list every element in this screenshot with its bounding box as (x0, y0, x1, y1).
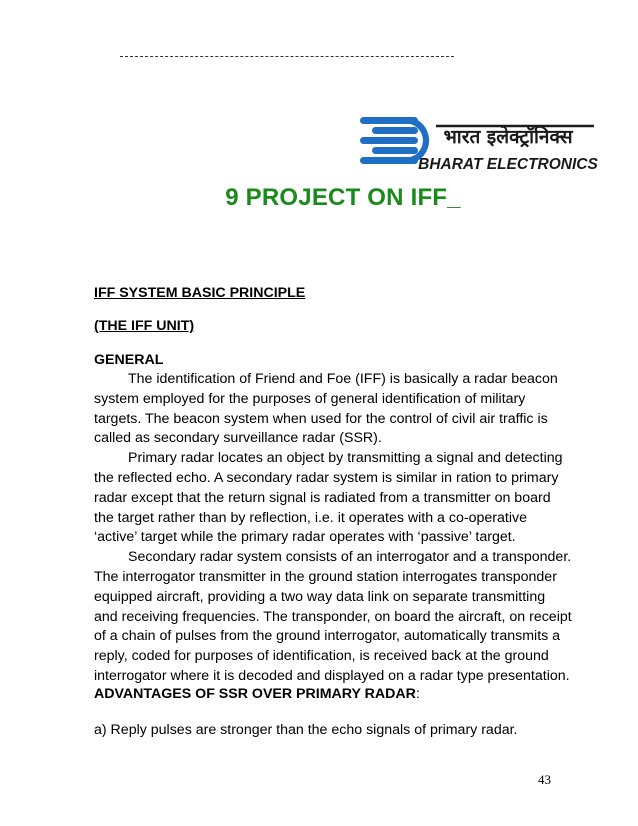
advantages-heading-line (94, 685, 572, 705)
body-text (94, 370, 572, 687)
page-number: 43 (538, 772, 551, 787)
bharat-electronics-logo (358, 113, 603, 179)
sub-heading: (THE IFF UNIT) (94, 318, 195, 334)
logo-hindi-text: भारत इलेक्ट्रॉनिक्स (443, 126, 573, 148)
paragraph-3: Secondary radar system consists of an interrogator and a transponder. The interrogator transmitter in the ground station interrogates transponder equipped aircraft, providing a two way data link on separate transmitting and receiving frequencies. The transponder, on board the aircraft, on receipt of a chain of pulses from the ground interrogator, automatically transmits a reply, coded for purposes of identification, is received back at the ground interrogator where it is decoded and displayed on a radar type presentation. (94, 549, 572, 684)
general-heading: GENERAL (94, 352, 164, 368)
paragraph-1: The identification of Friend and Foe (IFF) is basically a radar beacon system employed for the purposes of general identification of military targets. The beacon system when used for the control of civil air traffic is called as secondary surveillance radar (SSR). (94, 371, 558, 447)
logo-english-text: BHARAT ELECTRONICS (418, 156, 598, 173)
dashed-separator (120, 56, 454, 57)
advantages-heading: ADVANTAGES OF SSR OVER PRIMARY RADAR (94, 686, 416, 702)
advantages-colon: : (415, 686, 420, 702)
chapter-title (0, 184, 638, 212)
chapter-title-text: 9 PROJECT ON IFF_ (225, 184, 461, 211)
paragraph-2: Primary radar locates an object by transmitting a signal and detecting the reflected echo. A secondary radar system is similar in ration to primary radar except that the return signal is radiated from a transmitter on board the target rather than by reflection, i.e. it operates with a co-operative ‘active’ target while the primary radar operates with ‘passive’ target. (94, 450, 563, 546)
section-heading: IFF SYSTEM BASIC PRINCIPLE (94, 285, 306, 301)
advantage-a: a) Reply pulses are stronger than the echo signals of primary radar. (94, 722, 518, 738)
